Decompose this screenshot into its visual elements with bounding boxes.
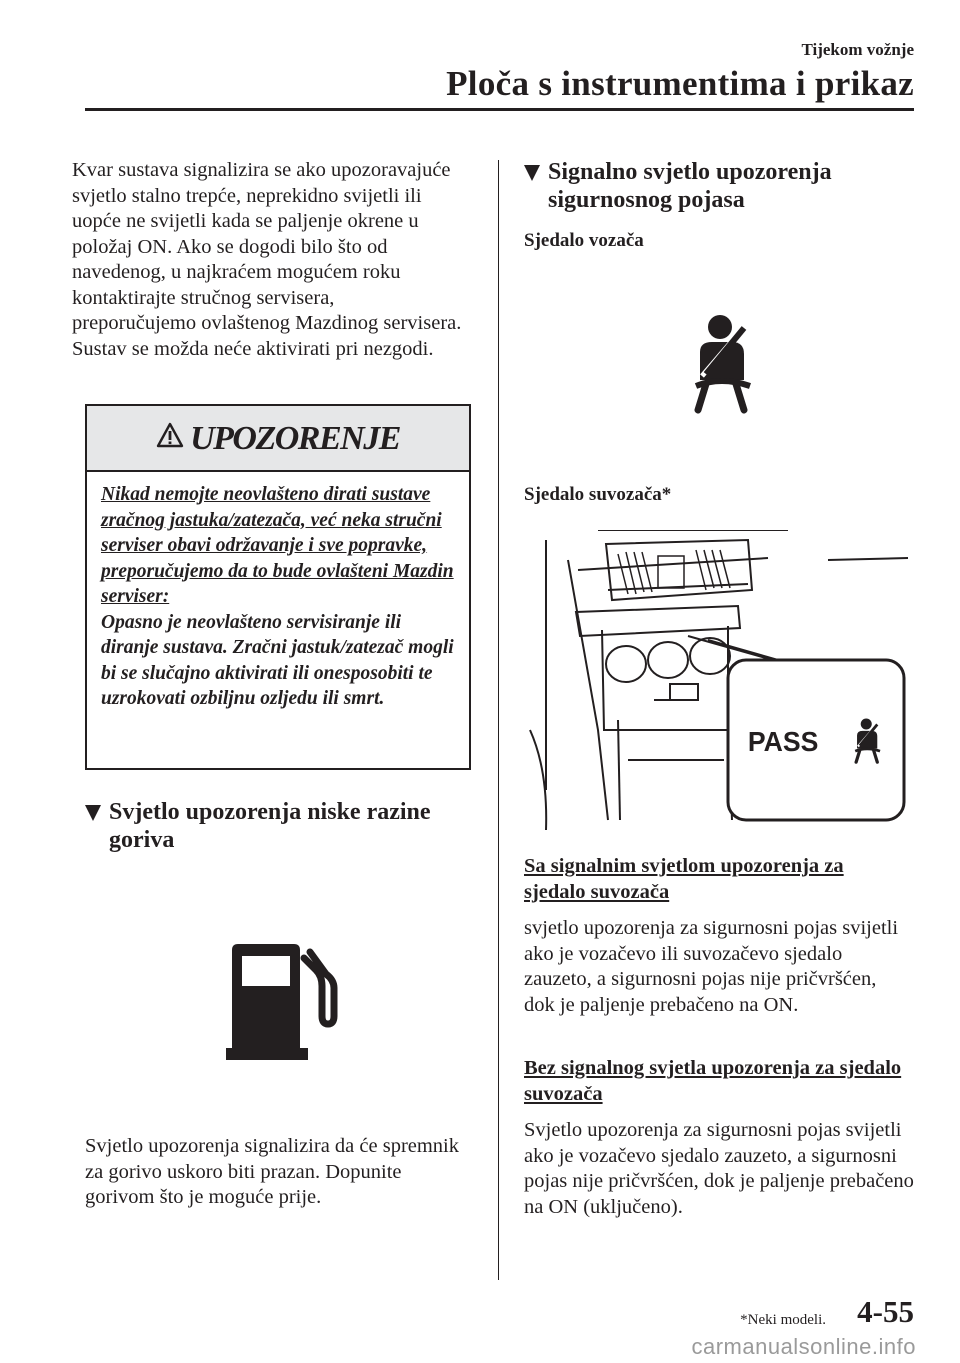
with-passenger-light-heading: Sa signalnim svjetlom upozorenja za sjedalo suvozača <box>524 855 844 903</box>
with-passenger-light-text: svjetlo upozorenja za sigurnosni pojas svijetli ako je vozačevo ili suvozačevo sjedalo zauzeto, a sigurnosni pojas nije pričvršćen, dok je paljenje prebačeno na ON. <box>524 917 899 1016</box>
warning-box <box>85 404 471 770</box>
passenger-seat-label: Sjedalo suvozača* <box>524 484 672 505</box>
passenger-seatbelt-icon <box>846 716 892 766</box>
footnote: *Neki modeli. <box>740 1312 826 1328</box>
column-divider <box>498 160 499 1280</box>
header-rule <box>85 108 914 111</box>
warning-title <box>87 420 469 458</box>
pass-label: PASS <box>747 726 819 757</box>
dashboard-illustration <box>528 530 912 830</box>
driver-seat-label: Sjedalo vozača <box>524 230 644 251</box>
warning-title-text: UPOZORENJE <box>190 420 400 457</box>
watermark: carmanualsonline.info <box>691 1334 916 1359</box>
warning-header <box>87 406 469 472</box>
page-number: 4-55 <box>857 1294 914 1329</box>
without-passenger-light-text: Svjetlo upozorenja za sigurnosni pojas svijetli ako je vozačevo sjedalo zauzeto, a sigurnosni pojas nije pričvršćen, dok je paljenje prebačeno na ON (uključeno). <box>524 1119 914 1218</box>
page-title: Ploča s instrumentima i prikaz <box>446 64 914 103</box>
intro-paragraph: Kvar sustava signalizira se ako upozoravajuće svjetlo stalno trepće, neprekidno svijetli ili uopće ne svijetli kada se paljenje okrene u položaj ON. Ako se dogodi bilo što od navedenog, u najkraćem mogućem roku kontaktirajte stručnog servisera, preporučujemo ovlaštenog Mazdinog servisera. Sustav se možda neće aktivirati pri nezgodi. <box>72 159 462 360</box>
left-column <box>72 158 470 362</box>
seatbelt-heading-text: Signalno svjetlo upozorenja sigurnosnog pojasa <box>548 159 832 213</box>
warning-triangle-icon <box>156 419 184 457</box>
warning-underlined-text: Nikad nemojte neovlašteno dirati sustave zračnog jastuka/zatezača, već neka stručni serviser obavi održavanje i sve popravke, preporučujemo da to bude ovlašteni Mazdin serviser: <box>101 484 454 607</box>
seatbelt-heading <box>524 158 916 214</box>
fuel-text: Svjetlo upozorenja signalizira da će spremnik za gorivo uskoro biti prazan. Dopunite gorivom što je moguće prije. <box>85 1135 460 1208</box>
triangle-bullet-icon <box>85 805 101 821</box>
without-passenger-light-heading: Bez signalnog svjetla upozorenja za sjedalo suvozača <box>524 1057 902 1105</box>
fuel-heading <box>85 798 470 854</box>
warning-body <box>87 472 469 712</box>
triangle-bullet-icon <box>524 165 540 181</box>
fuel-pump-icon <box>226 944 356 1060</box>
fuel-heading-text: Svjetlo upozorenja niske razine goriva <box>109 799 431 853</box>
header-section: Tijekom vožnje <box>801 40 914 59</box>
warning-body-text: Opasno je neovlašteno servisiranje ili diranje sustava. Zračni jastuk/zatezač mogli bi se slučajno aktivirati ili onesposobiti te uzrokovati ozbiljnu ozljedu ili smrt. <box>101 611 454 709</box>
seatbelt-icon <box>676 314 776 414</box>
